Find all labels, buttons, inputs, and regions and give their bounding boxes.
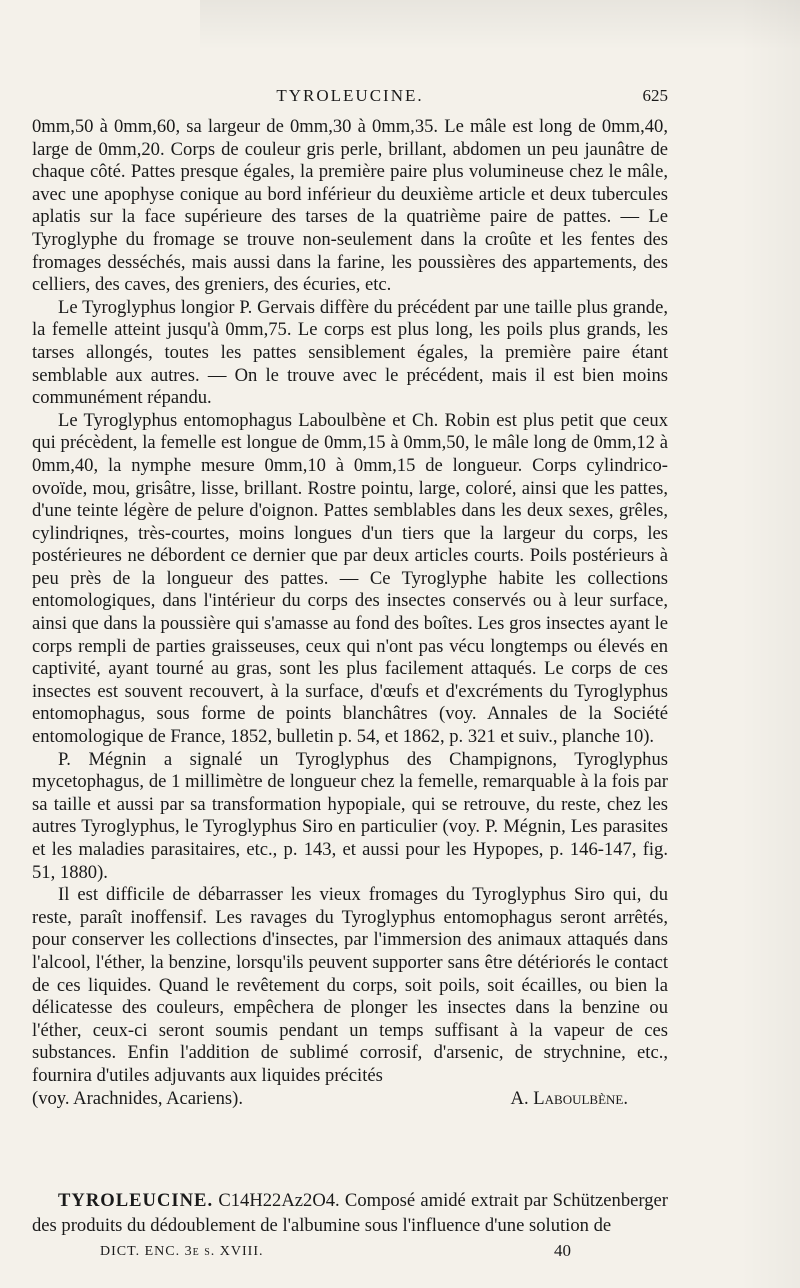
cross-reference: (voy. Arachnides, Acariens). [32, 1087, 244, 1109]
paragraph-1: 0mm,50 à 0mm,60, sa largeur de 0mm,30 à 0mm,35. Le mâle est long de 0mm,40, large de 0mm,20. Corps de couleur gris perle, brillant, abdomen un peu jaunâtre de chaque côté. Pattes presque égales, la première paire plus volumineuse chez le mâle, avec une apophyse conique au bord inférieur du deuxième article et deux tubercules aplatis sur la face supérieure des tarses de la quatrième paire de pattes. — Le Tyroglyphe du fromage se trouve non-seulement dans la croûte et les fentes des fromages desséchés, mais aussi dans la farine, les poussières des appartements, des celliers, des caves, des greniers, des écuries, etc. [32, 116, 668, 296]
scan-edge-shadow [740, 0, 800, 1288]
signature-line [32, 1088, 668, 1111]
page-header [32, 86, 668, 110]
paragraph-5: Il est difficile de débarrasser les vieux fromages du Tyroglyphus Siro qui, du reste, paraît inoffensif. Les ravages du Tyroglyphus entomophagus seront arrêtés, pour conserver les collections d'insectes, par l'immersion des animaux attaqués dans l'alcool, l'éther, la benzine, lorsqu'ils peuvent supporter sans être détériorés le contact de ces liquides. Quand le revêtement du corps, soit poils, soit écailles, ou bien la délicatesse des couleurs, empêchera de plonger les insectes dans la benzine ou l'éther, ceux-ci seront soumis pendant un temps suffisant à la vapeur de ces substances. Enfin l'addition de sublimé corrosif, d'arsenic, de strychnine, etc., fournira d'utiles adjuvants aux liquides précités [32, 884, 668, 1086]
chemical-formula: C14H22Az2O4. [218, 1190, 340, 1211]
article-text: Composé amidé extrait par Schützenberger des produits du dédoublement de l'albumine sous l'influence d'une solution de [32, 1190, 668, 1236]
running-title: TYROLEUCINE. [276, 86, 424, 105]
author-signature: A. Laboulbène. [510, 1087, 628, 1109]
paragraph-3: Le Tyroglyphus entomophagus Laboulbène et Ch. Robin est plus petit que ceux qui précèdent, la femelle est longue de 0mm,15 à 0mm,50, le mâle long de 0mm,12 à 0mm,40, la nymphe mesure 0mm,10 à 0mm,15 de longueur. Corps cylindrico-ovoïde, mou, grisâtre, lisse, brillant. Rostre pointu, large, coloré, ainsi que les pattes, d'une teinte légère de pelure d'oignon. Pattes semblables dans les deux sexes, grêles, cylindriqnes, très-courtes, moins longues d'un tiers que la largeur du corps, les postérieures ne débordent ce dernier que par deux articles courts. Poils postérieurs à peu près de la longueur des pattes. — Ce Tyroglyphe habite les collections entomologiques, dans l'intérieur du corps des insectes conservés ou à leur surface, ainsi que dans la poussière qui s'amasse au fond des boîtes. Les gros insectes ayant le corps rempli de parties graisseuses, ceux qui n'ont pas vécu longtemps ou élevés en captivité, ayant tourné au gras, sont les plus facilement attaqués. Le corps de ces insectes est souvent recouvert, à la surface, d'œufs et d'excréments du Tyroglyphus entomophagus, sous forme de points blanchâtres (voy. Annales de la Société entomologique de France, 1852, bulletin p. 54, et 1862, p. 321 et suiv., planche 10). [32, 409, 668, 748]
scan-noise [200, 0, 800, 50]
body-text [32, 116, 668, 1110]
paragraph-2: Le Tyroglyphus longior P. Gervais diffère du précédent par une taille plus grande, la femelle atteint jusqu'à 0mm,75. Le corps est plus long, les poils plus grands, les tarses allongés, toutes les pattes sensiblement égales, la première paire étant semblable aux autres. — On le trouve avec le précédent, mais il est bien moins communément répandu. [32, 296, 668, 409]
next-article [32, 1188, 668, 1238]
article-headword: TYROLEUCINE. [58, 1190, 214, 1211]
page-number: 625 [642, 86, 668, 105]
paragraph-4: P. Mégnin a signalé un Tyroglyphus des Champignons, Tyroglyphus mycetophagus, de 1 millimètre de longueur chez la femelle, remarquable à la fois par sa taille et aussi par sa transformation hypopiale, qui se retrouve, du reste, chez les autres Tyroglyphus, le Tyroglyphus Siro en particulier (voy. P. Mégnin, Les parasites et les maladies parasitaires, etc., p. 143, et aussi pour les Hypopes, p. 146-147, fig. 51, 1880). [32, 748, 668, 883]
sheet-number: 40 [554, 1241, 571, 1260]
signature-mark: DICT. ENC. 3e s. XVIII. [100, 1244, 264, 1259]
